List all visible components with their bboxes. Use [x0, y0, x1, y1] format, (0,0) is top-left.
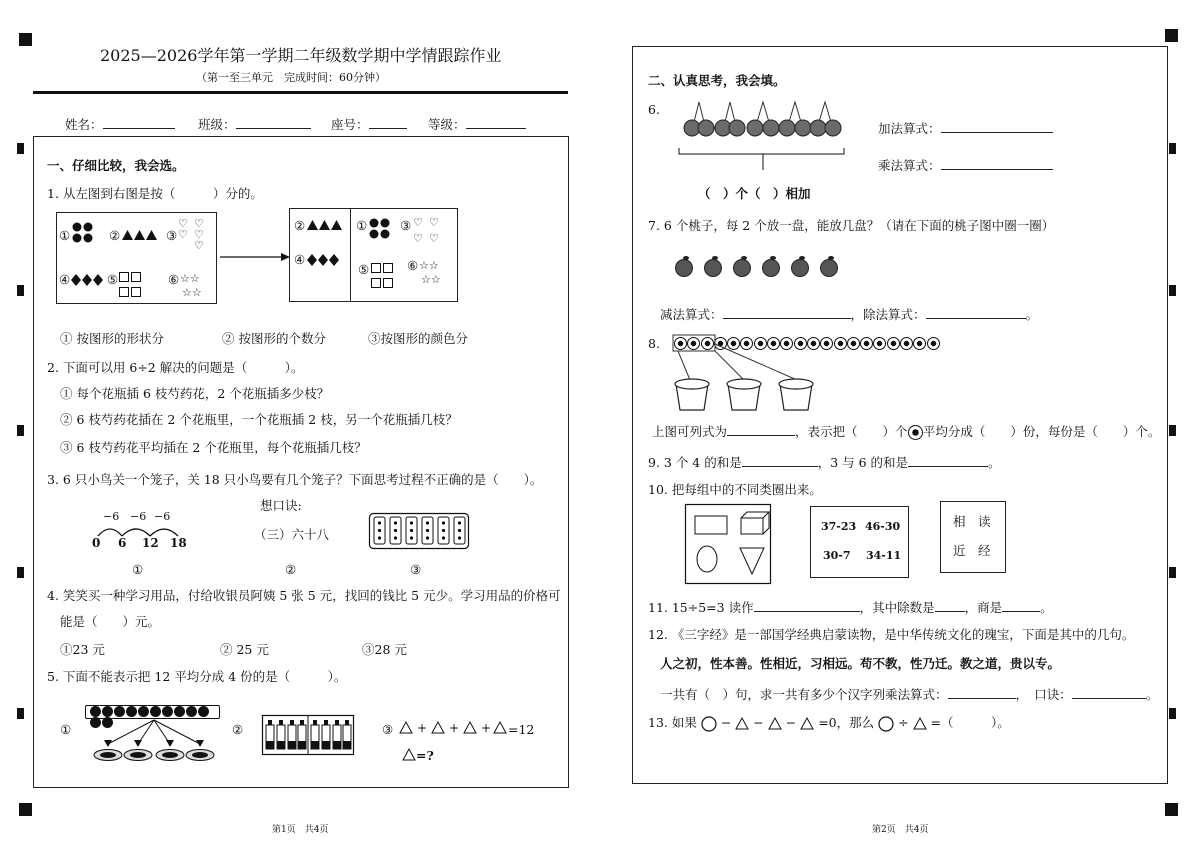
- svg-text:+: +: [481, 721, 492, 735]
- q10-char: 经: [978, 543, 991, 558]
- q7-text: 7. 6 个桃子，每 2 个放一盘，能放几盘？（请在下面的桃子图中圈一圈）: [648, 218, 1055, 233]
- page1-footer: 第1页 共4页: [272, 825, 329, 835]
- q1-label: ⑤: [107, 272, 119, 287]
- q2-option: ③ 6 枝芍药花平均插在 2 个花瓶里，每个花瓶插几枝？: [60, 440, 367, 455]
- page2-footer: 第2页 共4页: [872, 825, 929, 835]
- svg-text:♡: ♡: [194, 239, 204, 252]
- q12-answer-line: 一共有（ ）句，求一共有多少个汉字列乘法算式： ， 口诀： 。: [660, 687, 1159, 702]
- q3-tick: 6: [118, 536, 127, 550]
- registration-mark: [19, 803, 32, 816]
- svg-text:♡: ♡: [413, 232, 423, 245]
- q6-number: 6.: [648, 102, 660, 117]
- q3-tick: 0: [92, 536, 101, 550]
- margin-mark: [17, 708, 24, 719]
- circle-icon: [701, 716, 717, 732]
- q7-answer-line: 减法算式： ，除法算式： 。: [660, 307, 1039, 322]
- svg-text:♡: ♡: [194, 228, 204, 241]
- margin-mark: [17, 143, 24, 154]
- q5-sum-result: =12: [508, 722, 535, 737]
- info-class-label: 班级：: [198, 116, 311, 133]
- svg-text:+: +: [417, 721, 428, 735]
- q2-text: 2. 下面可以用 6÷2 解决的问题是（ ）。: [47, 360, 304, 375]
- margin-mark: [1169, 708, 1176, 719]
- q1-label: ①: [356, 218, 368, 233]
- q3-tick: 18: [170, 536, 187, 550]
- svg-text:♡: ♡: [178, 217, 188, 230]
- q13-line: 13. 如果 − − − =0，那么 ÷ =（ ）。: [648, 715, 1010, 730]
- q5-plates-figure: [92, 718, 222, 762]
- q1-label: ⑥: [168, 272, 180, 287]
- soccer-ball-icon: [908, 425, 923, 440]
- margin-mark: [17, 425, 24, 436]
- stars-icon: [180, 272, 210, 298]
- registration-mark: [19, 33, 32, 46]
- triangles-icon: [122, 229, 158, 241]
- q1-option: ③按图形的颜色分: [368, 331, 469, 346]
- registration-mark: [1165, 29, 1178, 42]
- q1-label: ③: [400, 218, 412, 233]
- q8-baskets-figure: [672, 334, 832, 404]
- q5-label: ①: [60, 722, 72, 737]
- triangle-icon: [735, 717, 749, 730]
- q12-text: 12. 《三字经》是一部国学经典启蒙读物，是中华传统文化的瑰宝，下面是其中的几句。: [648, 627, 1135, 642]
- info-seat-label: 座号：: [331, 116, 407, 133]
- q3-rhyme: （三）六十八: [254, 527, 330, 542]
- q1-option: ① 按图形的形状分: [60, 331, 164, 346]
- q3-text: 3. 6 只小鸟关一个笼子，关 18 只小鸟要有几个笼子？下面思考过程不正确的是（ ）。: [47, 472, 543, 487]
- title-rule: [33, 91, 568, 94]
- diamonds-icon: [307, 254, 341, 266]
- q6-cherries-figure: [679, 100, 849, 156]
- q3-label: ②: [285, 562, 297, 577]
- q3-rhyme-title: 想口诀:: [260, 498, 302, 513]
- triangle-icon: [768, 717, 782, 730]
- q8-number: 8.: [648, 336, 660, 351]
- q5-label: ③: [382, 722, 394, 737]
- q6-mul-label: 乘法算式：: [878, 157, 1053, 174]
- q9-line: 9. 3 个 4 的和是 ，3 与 6 的和是 。: [648, 455, 1001, 470]
- circles-icon: [369, 218, 391, 240]
- page-title: 2025—2026学年第一学期二年级数学期中学情跟踪作业: [100, 46, 502, 65]
- q5-triangle-sum: [398, 721, 518, 735]
- q10-expr: 30-7: [823, 549, 851, 562]
- diamonds-icon: [71, 274, 105, 286]
- svg-text:♡: ♡: [429, 232, 439, 245]
- svg-text:♡: ♡: [194, 217, 204, 230]
- margin-mark: [1169, 285, 1176, 296]
- margin-mark: [1169, 567, 1176, 578]
- q5-label: ②: [232, 722, 244, 737]
- triangles-icon: [307, 219, 343, 231]
- registration-mark: [1165, 803, 1178, 816]
- q2-option: ② 6 枝芍药花插在 2 个花瓶里，一个花瓶插 2 枝，另一个花瓶插几枝？: [60, 412, 458, 427]
- svg-text:+: +: [449, 721, 460, 735]
- q1-option: ② 按图形的个数分: [222, 331, 326, 346]
- q10-text: 10. 把每组中的不同类圈出来。: [648, 482, 822, 497]
- q12-quote: 人之初，性本善。性相近，习相远。苟不教，性乃迁。教之道，贵以专。: [660, 656, 1061, 671]
- margin-mark: [1169, 425, 1176, 436]
- q6-caption: （ ）个（ ）相加: [698, 186, 811, 201]
- q10-numbers-group: [810, 506, 909, 578]
- circle-icon: [878, 716, 894, 732]
- q10-char: 相: [953, 514, 966, 529]
- q1-label: ④: [294, 252, 306, 267]
- q3-cages-figure: [369, 513, 469, 549]
- q10-char: 读: [978, 514, 991, 529]
- q1-label: ⑤: [358, 262, 370, 277]
- q7-peaches-figure: [672, 255, 842, 279]
- q4-text-cont: 能是（ ）元。: [60, 614, 161, 629]
- svg-text:☆☆: ☆☆: [419, 259, 439, 272]
- triangle-icon: [800, 717, 814, 730]
- squares-icon: [119, 272, 149, 298]
- q4-text: 4. 笑笑买一种学习用品，付给收银员阿姨 5 张 5 元，找回的钱比 5 元少。学习用品的价格可: [47, 588, 561, 603]
- q10-shapes-group: [685, 504, 771, 584]
- q3-jump-label: −6: [103, 510, 120, 523]
- q5-text: 5. 下面不能表示把 12 平均分成 4 份的是（ ）。: [47, 669, 347, 684]
- q10-chars-group: [940, 501, 1006, 573]
- margin-mark: [17, 285, 24, 296]
- circles-icon: [72, 222, 94, 244]
- q5-question: =?: [416, 748, 434, 763]
- q3-label: ①: [132, 562, 144, 577]
- q1-label: ①: [59, 228, 71, 243]
- q5-bead-bar: [85, 705, 220, 719]
- triangle-icon: [913, 717, 927, 730]
- q3-jump-label: −6: [130, 510, 147, 523]
- q3-label: ③: [410, 562, 422, 577]
- section2-heading: 二、认真思考，我会填。: [648, 73, 786, 88]
- q6-add-label: 加法算式：: [878, 120, 1053, 137]
- q10-expr: 37-23: [821, 520, 857, 533]
- q4-option: ② 25 元: [220, 642, 269, 657]
- q1-divider: [350, 209, 351, 301]
- q1-label: ②: [109, 228, 121, 243]
- margin-mark: [1169, 143, 1176, 154]
- q1-label: ②: [294, 218, 306, 233]
- q10-char: 近: [953, 543, 966, 558]
- svg-text:♡: ♡: [413, 216, 423, 229]
- stars-icon: [419, 259, 449, 285]
- q1-arrow: [220, 252, 290, 262]
- info-grade-label: 等级：: [428, 116, 526, 133]
- margin-mark: [17, 567, 24, 578]
- q1-label: ⑥: [407, 258, 419, 273]
- svg-text:☆☆: ☆☆: [180, 272, 200, 285]
- q4-option: ①23 元: [60, 642, 105, 657]
- q3-jump-label: −6: [154, 510, 171, 523]
- page-subtitle: （第一至三单元 完成时间：60分钟）: [196, 71, 386, 84]
- svg-text:♡: ♡: [429, 216, 439, 229]
- q10-expr: 34-11: [866, 549, 902, 562]
- q8-answer-line: 上图可列式为 ，表示把（ ）个 平均分成（ ）份，每份是（ ）个。: [652, 424, 1161, 439]
- q10-expr: 46-30: [865, 520, 901, 533]
- q3-tick: 12: [142, 536, 159, 550]
- squares-icon: [371, 263, 401, 289]
- section1-heading: 一、仔细比较，我会选。: [47, 158, 185, 173]
- q11-line: 11. 15÷5=3 读作 ，其中除数是 ，商是 。: [648, 600, 1053, 615]
- q1-label: ③: [166, 228, 178, 243]
- info-name-label: 姓名：: [65, 116, 175, 133]
- svg-text:☆☆: ☆☆: [182, 286, 202, 299]
- svg-text:♡: ♡: [178, 228, 188, 241]
- hearts-icon: [413, 216, 443, 248]
- q4-option: ③28 元: [362, 642, 407, 657]
- q1-label: ④: [59, 272, 71, 287]
- q2-option: ① 每个花瓶插 6 枝芍药花，2 个花瓶插多少枝？: [60, 386, 330, 401]
- hearts-icon: [178, 217, 208, 252]
- q5-bottles-figure: [262, 715, 354, 755]
- svg-text:☆☆: ☆☆: [421, 273, 441, 286]
- q1-text: 1. 从左图到右图是按（ ）分的。: [47, 186, 263, 201]
